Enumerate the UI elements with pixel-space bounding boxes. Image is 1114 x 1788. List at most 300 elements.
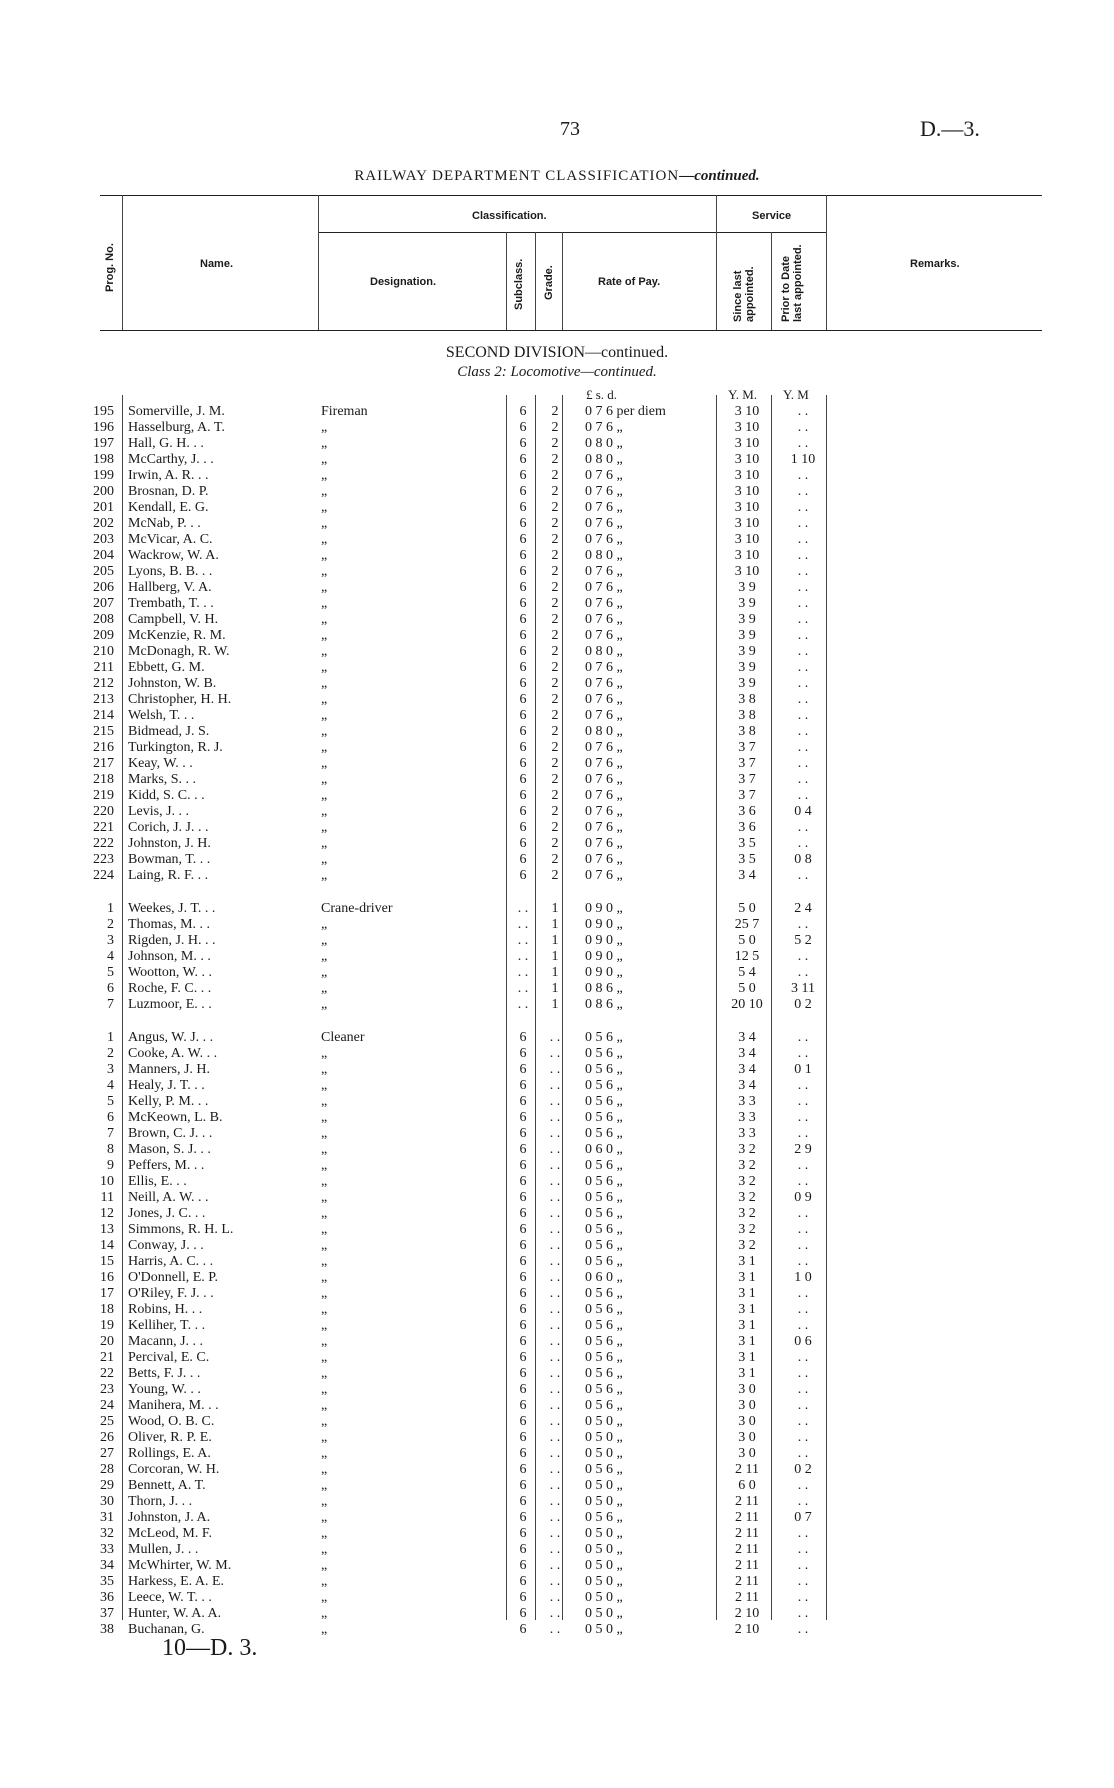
rate-of-pay: 0 5 6 „	[585, 1334, 623, 1349]
table-row	[0, 901, 1114, 917]
grade: 2	[551, 404, 559, 419]
prog-no: 21	[100, 1350, 114, 1365]
since-last-appointed: 3 9	[738, 660, 756, 675]
rate-of-pay: 0 7 6 „	[585, 692, 623, 707]
header-grade: Grade.	[543, 265, 555, 300]
grade: . .	[549, 1622, 561, 1637]
grade: 2	[551, 868, 559, 883]
rate-of-pay: 0 9 0 „	[585, 949, 623, 964]
grade: . .	[549, 1334, 561, 1349]
designation: „	[321, 1238, 328, 1253]
table-row	[0, 1206, 1114, 1222]
designation: „	[321, 628, 328, 643]
prior-to-date: 0 8	[794, 852, 812, 867]
subclass: . .	[517, 981, 529, 996]
prog-no: 16	[100, 1270, 114, 1285]
designation: „	[321, 1574, 328, 1589]
prior-to-date: . .	[797, 772, 809, 787]
rate-of-pay: 0 7 6 „	[585, 804, 623, 819]
since-last-appointed: 3 6	[738, 804, 756, 819]
grade: 2	[551, 804, 559, 819]
employee-name: Thomas, M. . .	[128, 917, 211, 932]
grade: 2	[551, 692, 559, 707]
rate-of-pay: 0 7 6 „	[585, 596, 623, 611]
employee-name: Harkess, E. A. E.	[128, 1574, 225, 1589]
table-row	[0, 564, 1114, 580]
since-last-appointed: 3 8	[738, 724, 756, 739]
prior-to-date: . .	[797, 580, 809, 595]
since-last-appointed: 3 1	[738, 1270, 756, 1285]
employee-name: Ellis, E. . .	[128, 1174, 187, 1189]
prior-to-date: . .	[797, 1414, 809, 1429]
subclass: 6	[519, 852, 527, 867]
designation: „	[321, 804, 328, 819]
since-last-appointed: 3 4	[738, 1046, 756, 1061]
designation: „	[321, 1446, 328, 1461]
prior-to-date: 5 2	[794, 933, 812, 948]
prog-no: 6	[107, 1110, 114, 1125]
prior-to-date: . .	[797, 628, 809, 643]
prog-no: 2	[107, 1046, 114, 1061]
employee-name: Manners, J. H.	[128, 1062, 211, 1077]
table-row	[0, 1334, 1114, 1350]
employee-name: Johnston, W. B.	[128, 676, 217, 691]
grade: 2	[551, 836, 559, 851]
employee-name: Kelliher, T. . .	[128, 1318, 206, 1333]
designation: „	[321, 1094, 328, 1109]
grade: 1	[551, 965, 559, 980]
prior-to-date: . .	[797, 1430, 809, 1445]
rate-of-pay: 0 8 0 „	[585, 548, 623, 563]
employee-name: Simmons, R. H. L.	[128, 1222, 234, 1237]
since-last-appointed: 3 4	[738, 1078, 756, 1093]
rate-of-pay: 0 5 6 „	[585, 1062, 623, 1077]
subclass: 6	[519, 1350, 527, 1365]
since-last-appointed: 3 1	[738, 1350, 756, 1365]
since-last-appointed: 3 9	[738, 644, 756, 659]
subclass: 6	[519, 756, 527, 771]
grade: . .	[549, 1094, 561, 1109]
rate-of-pay: 0 6 0 „	[585, 1142, 623, 1157]
employee-name: Kidd, S. C. . .	[128, 788, 205, 803]
subclass: . .	[517, 997, 529, 1012]
employee-name: McDonagh, R. W.	[128, 644, 230, 659]
designation: „	[321, 740, 328, 755]
subclass: 6	[519, 1542, 527, 1557]
prog-no: 19	[100, 1318, 114, 1333]
prog-no: 13	[100, 1222, 114, 1237]
designation: „	[321, 1478, 328, 1493]
employee-name: Mason, S. J. . .	[128, 1142, 211, 1157]
designation: „	[321, 997, 328, 1012]
subclass: 6	[519, 1414, 527, 1429]
subclass: 6	[519, 1174, 527, 1189]
since-last-appointed: 3 5	[738, 836, 756, 851]
grade: . .	[549, 1222, 561, 1237]
subclass: 6	[519, 1430, 527, 1445]
prior-to-date: . .	[797, 1206, 809, 1221]
rate-of-pay: 0 5 6 „	[585, 1366, 623, 1381]
table-row	[0, 1046, 1114, 1062]
prior-to-date: . .	[797, 644, 809, 659]
grade: . .	[549, 1174, 561, 1189]
rate-of-pay: 0 5 0 „	[585, 1430, 623, 1445]
since-last-appointed: 3 7	[738, 772, 756, 787]
prior-to-date: 0 9	[794, 1190, 812, 1205]
employee-name: Wootton, W. . .	[128, 965, 213, 980]
designation: „	[321, 1158, 328, 1173]
table-row	[0, 1398, 1114, 1414]
designation: „	[321, 820, 328, 835]
since-last-appointed: 3 7	[738, 756, 756, 771]
prior-to-date: . .	[797, 724, 809, 739]
employee-name: Turkington, R. J.	[128, 740, 223, 755]
subclass: 6	[519, 1286, 527, 1301]
prior-to-date: . .	[797, 868, 809, 883]
since-units: Y. M.	[728, 387, 758, 402]
prior-to-date: . .	[797, 708, 809, 723]
designation: „	[321, 1126, 328, 1141]
table-row	[0, 1430, 1114, 1446]
prior-to-date: . .	[797, 1158, 809, 1173]
subclass: 6	[519, 1526, 527, 1541]
employee-name: O'Donnell, E. P.	[128, 1270, 219, 1285]
employee-name: Marks, S. . .	[128, 772, 197, 787]
table-row	[0, 1478, 1114, 1494]
grade: . .	[549, 1350, 561, 1365]
rate-of-pay: 0 5 0 „	[585, 1446, 623, 1461]
subclass: 6	[519, 1494, 527, 1509]
designation: „	[321, 1046, 328, 1061]
designation: „	[321, 1590, 328, 1605]
prior-to-date: 0 4	[794, 804, 812, 819]
prog-no: 29	[100, 1478, 114, 1493]
designation: „	[321, 708, 328, 723]
employee-name: Trembath, T. . .	[128, 596, 214, 611]
prog-no: 27	[100, 1446, 114, 1461]
subclass: 6	[519, 676, 527, 691]
prog-no: 3	[107, 1062, 114, 1077]
employee-name: Leece, W. T. . .	[128, 1590, 212, 1605]
since-last-appointed: 3 1	[738, 1286, 756, 1301]
subclass: 6	[519, 1190, 527, 1205]
grade: . .	[549, 1510, 561, 1525]
grade: . .	[549, 1558, 561, 1573]
prior-to-date: . .	[797, 1078, 809, 1093]
since-last-appointed: 2 10	[734, 1606, 760, 1621]
subclass: 6	[519, 740, 527, 755]
prior-to-date: . .	[797, 1622, 809, 1637]
rate-of-pay: 0 5 6 „	[585, 1206, 623, 1221]
document-reference: D.—3.	[920, 116, 980, 141]
prog-no: 37	[100, 1606, 114, 1621]
employee-name: Welsh, T. . .	[128, 708, 195, 723]
rate-of-pay: 0 5 0 „	[585, 1574, 623, 1589]
prior-to-date: . .	[797, 500, 809, 515]
prog-no: 213	[93, 692, 114, 707]
subclass: 6	[519, 1382, 527, 1397]
prog-no: 197	[93, 436, 114, 451]
since-last-appointed: 3 2	[738, 1142, 756, 1157]
grade: . .	[549, 1126, 561, 1141]
prog-no: 214	[93, 708, 114, 723]
grade: . .	[549, 1414, 561, 1429]
table-row	[0, 1510, 1114, 1526]
table-row	[0, 676, 1114, 692]
employee-name: Lyons, B. B. . .	[128, 564, 213, 579]
subclass: 6	[519, 420, 527, 435]
rate-of-pay: 0 7 6 „	[585, 500, 623, 515]
table-row	[0, 981, 1114, 997]
prog-no: 199	[93, 468, 114, 483]
designation: „	[321, 484, 328, 499]
designation: „	[321, 1254, 328, 1269]
table-row	[0, 965, 1114, 981]
since-last-appointed: 3 0	[738, 1430, 756, 1445]
rate-of-pay: 0 5 0 „	[585, 1526, 623, 1541]
table-row	[0, 804, 1114, 820]
grade: . .	[549, 1110, 561, 1125]
subclass: 6	[519, 516, 527, 531]
rate-of-pay: 0 8 6 „	[585, 997, 623, 1012]
prog-no: 17	[100, 1286, 114, 1301]
employee-name: Corich, J. J. . .	[128, 820, 209, 835]
designation: „	[321, 1334, 328, 1349]
grade: 2	[551, 468, 559, 483]
since-last-appointed: 3 0	[738, 1398, 756, 1413]
designation: „	[321, 1366, 328, 1381]
since-last-appointed: 2 11	[735, 1574, 759, 1589]
rate-of-pay: 0 7 6 „	[585, 708, 623, 723]
since-last-appointed: 3 10	[734, 404, 760, 419]
prior-to-date: 2 9	[794, 1142, 812, 1157]
employee-name: Mullen, J. . .	[128, 1542, 199, 1557]
since-last-appointed: 3 2	[738, 1206, 756, 1221]
table-row	[0, 740, 1114, 756]
employee-name: Jones, J. C. . .	[128, 1206, 206, 1221]
table-row	[0, 1270, 1114, 1286]
prior-to-date: 1 10	[790, 452, 816, 467]
since-last-appointed: 3 4	[738, 1030, 756, 1045]
subclass: 6	[519, 1574, 527, 1589]
table-row	[0, 1030, 1114, 1046]
employee-name: Hallberg, V. A.	[128, 580, 212, 595]
subclass: 6	[519, 404, 527, 419]
since-last-appointed: 3 7	[738, 740, 756, 755]
since-last-appointed: 3 1	[738, 1334, 756, 1349]
rate-of-pay: 0 5 6 „	[585, 1046, 623, 1061]
employee-name: Percival, E. C.	[128, 1350, 210, 1365]
employee-name: Laing, R. F. . .	[128, 868, 209, 883]
prior-to-date: . .	[797, 836, 809, 851]
designation: „	[321, 468, 328, 483]
prior-to-date: 0 6	[794, 1334, 812, 1349]
footer-signature: 10—D. 3.	[162, 1635, 258, 1661]
grade: . .	[549, 1574, 561, 1589]
since-last-appointed: 2 11	[735, 1542, 759, 1557]
prog-no: 220	[93, 804, 114, 819]
designation: „	[321, 1542, 328, 1557]
prog-no: 198	[93, 452, 114, 467]
since-last-appointed: 3 1	[738, 1302, 756, 1317]
prog-no: 31	[100, 1510, 114, 1525]
subclass: 6	[519, 1158, 527, 1173]
table-row	[0, 1110, 1114, 1126]
since-last-appointed: 2 11	[735, 1510, 759, 1525]
header-designation: Designation.	[370, 276, 437, 288]
prog-no: 1	[107, 1030, 114, 1045]
subclass: 6	[519, 1238, 527, 1253]
employee-name: McWhirter, W. M.	[128, 1558, 232, 1573]
employee-name: Johnston, J. H.	[128, 836, 211, 851]
table-row	[0, 532, 1114, 548]
prog-no: 204	[93, 548, 114, 563]
since-last-appointed: 6 0	[738, 1478, 756, 1493]
header-name: Name.	[200, 258, 234, 270]
rate-of-pay: 0 7 6 „	[585, 580, 623, 595]
employee-name: Irwin, A. R. . .	[128, 468, 209, 483]
employee-name: Betts, F. J. . .	[128, 1366, 201, 1381]
grade: . .	[549, 1366, 561, 1381]
prog-no: 28	[100, 1462, 114, 1477]
subclass: . .	[517, 901, 529, 916]
employee-name: Bidmead, J. S.	[128, 724, 210, 739]
table-row	[0, 836, 1114, 852]
grade: . .	[549, 1078, 561, 1093]
since-last-appointed: 3 2	[738, 1238, 756, 1253]
table-row	[0, 724, 1114, 740]
table-row	[0, 1158, 1114, 1174]
table-row	[0, 660, 1114, 676]
grade: . .	[549, 1478, 561, 1493]
since-last-appointed: 3 5	[738, 852, 756, 867]
grade: 2	[551, 820, 559, 835]
table-row	[0, 1606, 1114, 1622]
table-row	[0, 420, 1114, 436]
designation: „	[321, 1078, 328, 1093]
grade: 2	[551, 516, 559, 531]
prior-to-date: . .	[797, 1382, 809, 1397]
prior-to-date: 0 2	[794, 997, 812, 1012]
employee-name: Healy, J. T. . .	[128, 1078, 205, 1093]
table-row	[0, 917, 1114, 933]
header-subclass: Subclass.	[513, 258, 525, 310]
prog-no: 12	[100, 1206, 114, 1221]
rate-of-pay: 0 5 6 „	[585, 1318, 623, 1333]
since-last-appointed: 3 0	[738, 1382, 756, 1397]
grade: . .	[549, 1542, 561, 1557]
employee-name: McLeod, M. F.	[128, 1526, 213, 1541]
since-last-appointed: 3 8	[738, 692, 756, 707]
table-row	[0, 1494, 1114, 1510]
subclass: 6	[519, 644, 527, 659]
prior-to-date: . .	[797, 1574, 809, 1589]
prior-to-date: . .	[797, 564, 809, 579]
since-last-appointed: 20 10	[731, 997, 763, 1012]
grade: . .	[549, 1238, 561, 1253]
grade: . .	[549, 1190, 561, 1205]
prior-to-date: . .	[797, 756, 809, 771]
grade: . .	[549, 1462, 561, 1477]
table-row	[0, 516, 1114, 532]
subclass: 6	[519, 1110, 527, 1125]
table-row	[0, 1542, 1114, 1558]
subclass: 6	[519, 1046, 527, 1061]
prior-to-date: . .	[797, 1126, 809, 1141]
subclass: 6	[519, 1334, 527, 1349]
table-row	[0, 1318, 1114, 1334]
table-row	[0, 1238, 1114, 1254]
since-last-appointed: 3 2	[738, 1190, 756, 1205]
prior-to-date: . .	[797, 1398, 809, 1413]
designation: „	[321, 917, 328, 932]
designation: „	[321, 1510, 328, 1525]
rate-of-pay: 0 5 6 „	[585, 1510, 623, 1525]
rate-of-pay: 0 8 0 „	[585, 724, 623, 739]
since-last-appointed: 2 11	[735, 1558, 759, 1573]
rate-of-pay: 0 5 6 „	[585, 1238, 623, 1253]
since-last-appointed: 3 10	[734, 516, 760, 531]
designation: „	[321, 548, 328, 563]
employee-name: Rollings, E. A.	[128, 1446, 211, 1461]
header-prior-to-date: Prior to Date last appointed.	[780, 244, 804, 322]
prior-to-date: . .	[797, 1350, 809, 1365]
employee-name: Neill, A. W. . .	[128, 1190, 209, 1205]
rate-of-pay: 0 5 6 „	[585, 1078, 623, 1093]
designation: „	[321, 772, 328, 787]
employee-name: Young, W. . .	[128, 1382, 201, 1397]
since-last-appointed: 3 2	[738, 1158, 756, 1173]
rate-of-pay: 0 7 6 „	[585, 516, 623, 531]
designation: „	[321, 436, 328, 451]
prior-units: Y. M	[783, 387, 809, 402]
employee-name: O'Riley, F. J. . .	[128, 1286, 214, 1301]
rate-of-pay: 0 8 0 „	[585, 452, 623, 467]
prior-to-date: . .	[797, 1478, 809, 1493]
subclass: 6	[519, 1510, 527, 1525]
since-last-appointed: 2 11	[735, 1590, 759, 1605]
employee-name: Peffers, M. . .	[128, 1158, 205, 1173]
designation: „	[321, 1414, 328, 1429]
prog-no: 9	[107, 1158, 114, 1173]
table-row	[0, 949, 1114, 965]
designation: Crane-driver	[321, 901, 393, 916]
designation: „	[321, 1302, 328, 1317]
rate-of-pay: 0 9 0 „	[585, 901, 623, 916]
designation: „	[321, 676, 328, 691]
grade: 2	[551, 740, 559, 755]
designation: „	[321, 1558, 328, 1573]
grade: . .	[549, 1270, 561, 1285]
prior-to-date: . .	[797, 1606, 809, 1621]
employee-name: Buchanan, G.	[128, 1622, 205, 1637]
employee-name: Cooke, A. W. . .	[128, 1046, 218, 1061]
subclass: . .	[517, 917, 529, 932]
since-last-appointed: 5 0	[738, 981, 756, 996]
employee-name: Bennett, A. T.	[128, 1478, 206, 1493]
rate-of-pay: 0 9 0 „	[585, 917, 623, 932]
grade: 2	[551, 756, 559, 771]
since-last-appointed: 3 4	[738, 1062, 756, 1077]
subclass: 6	[519, 436, 527, 451]
table-row	[0, 628, 1114, 644]
table-row	[0, 1590, 1114, 1606]
prior-to-date: . .	[797, 1494, 809, 1509]
grade: 2	[551, 596, 559, 611]
designation: „	[321, 1110, 328, 1125]
table-row	[0, 1078, 1114, 1094]
prog-no: 30	[100, 1494, 114, 1509]
